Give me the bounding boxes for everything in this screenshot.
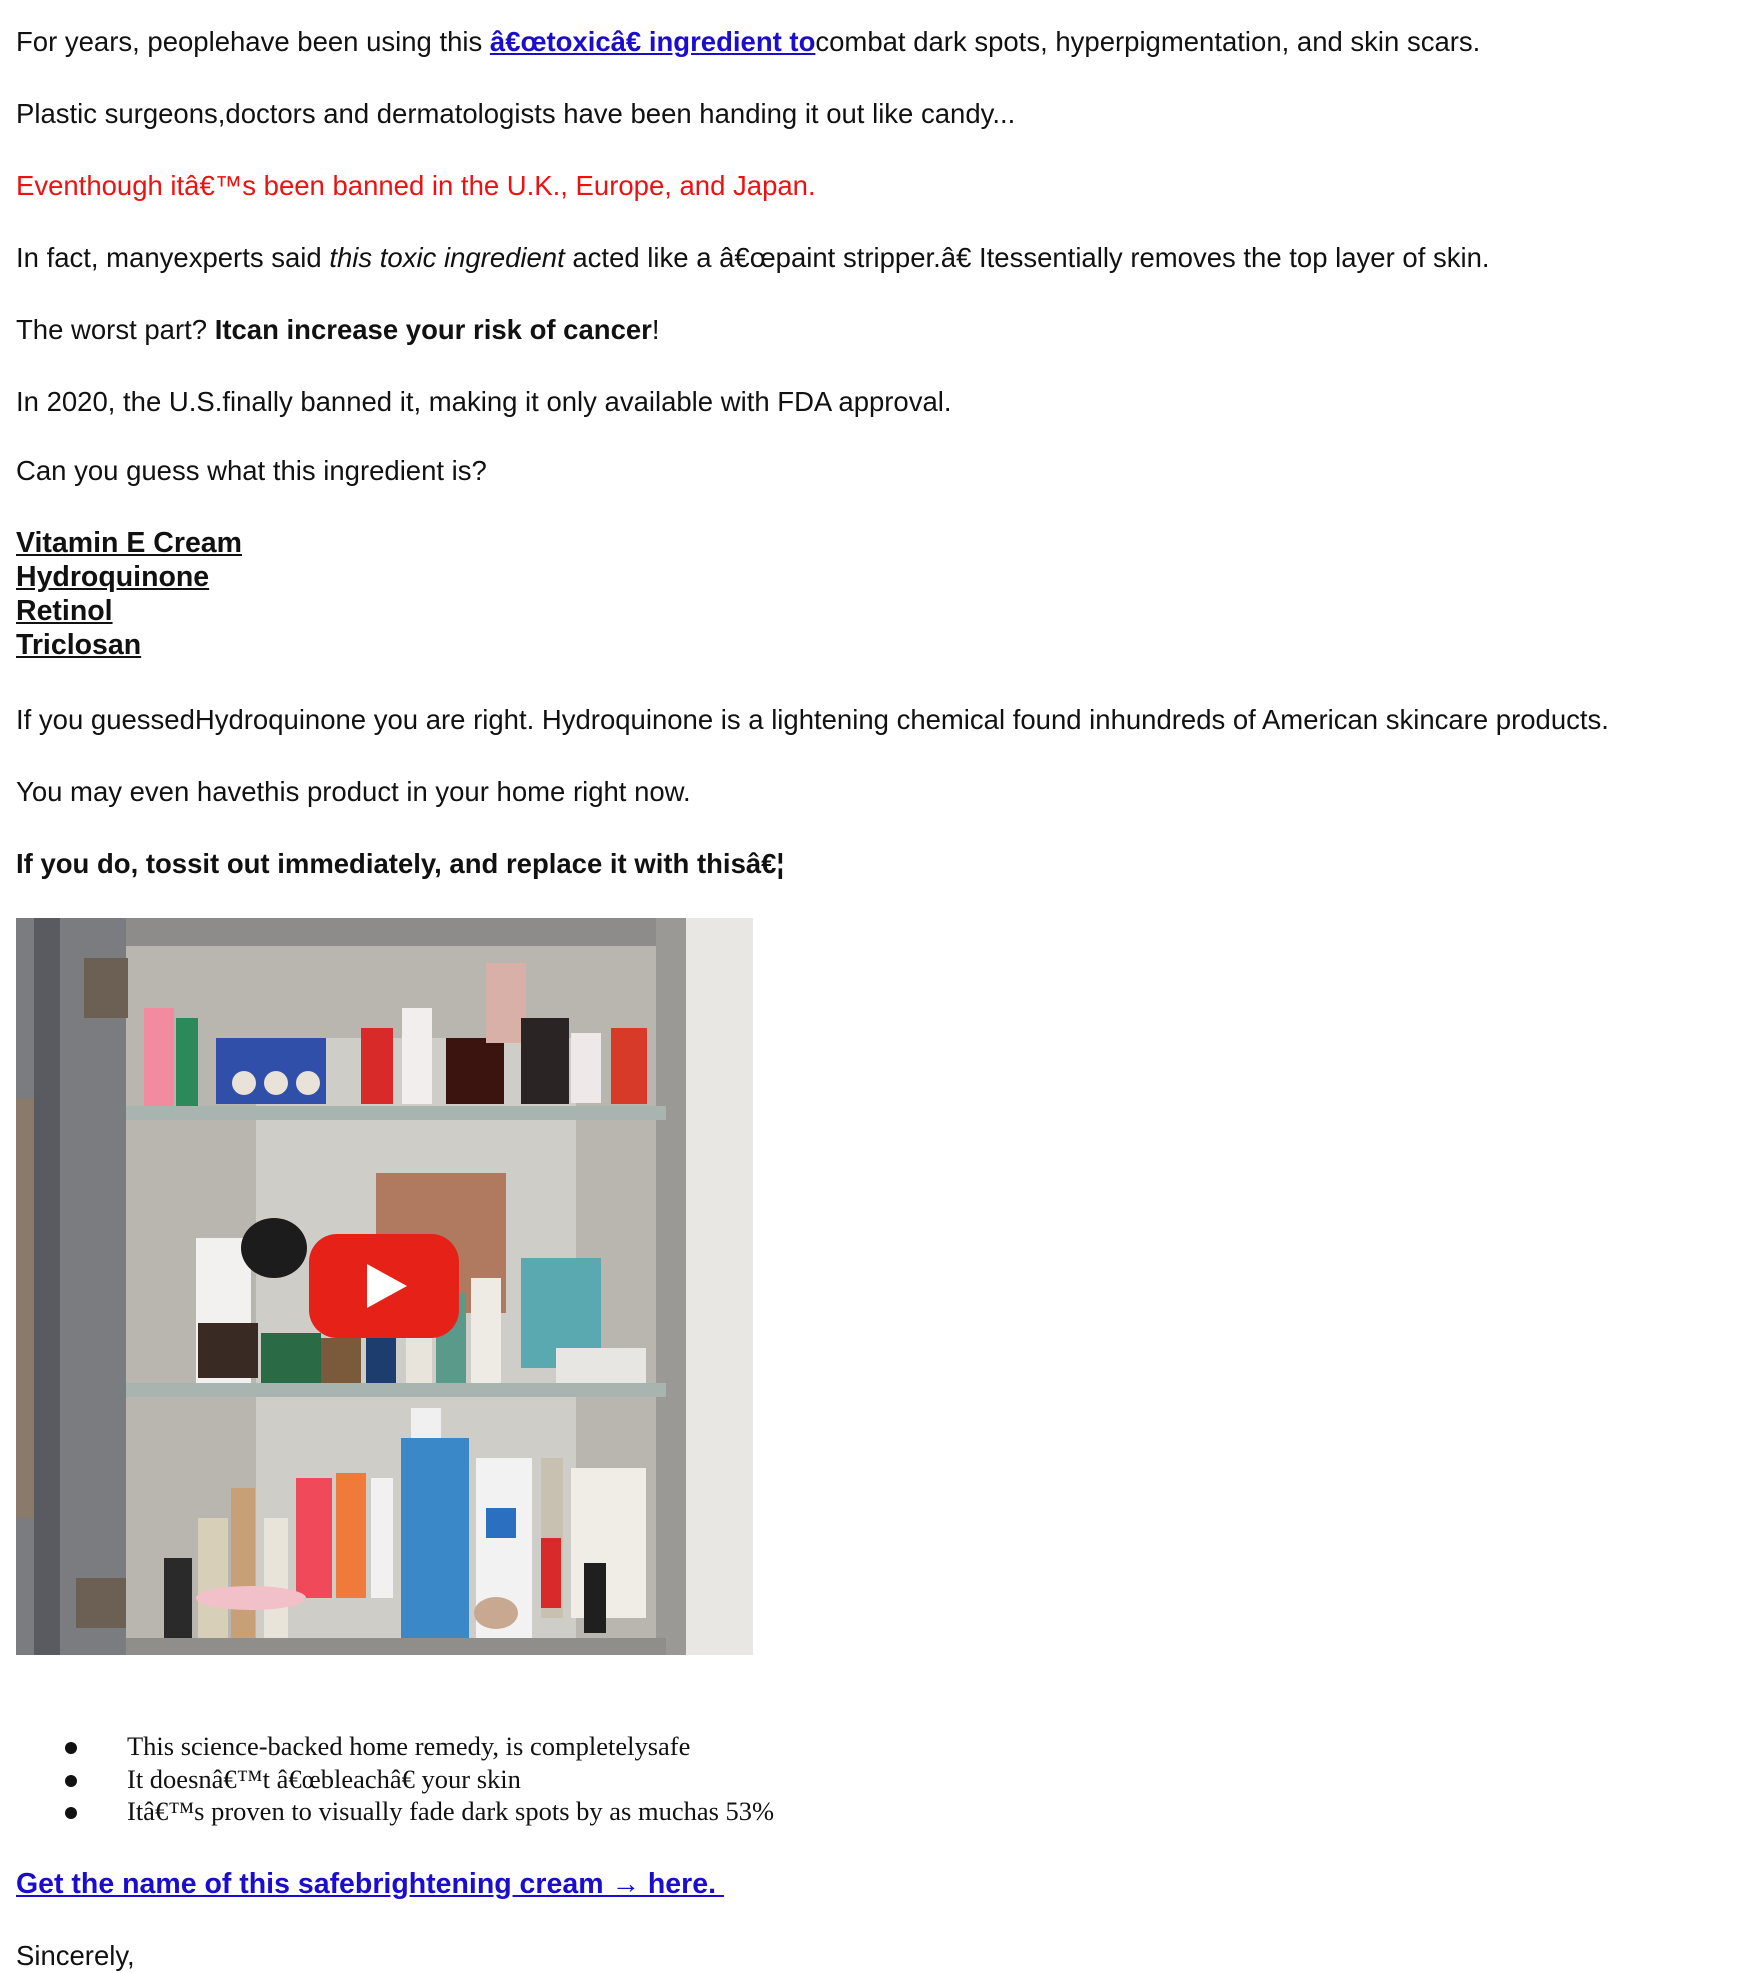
signoff-text: Sincerely, — [16, 1940, 135, 1971]
reveal-paragraph-3: If you do, tossit out immediately, and replace it with thisâ€¦ — [16, 848, 785, 879]
video-play-button[interactable] — [309, 1234, 459, 1338]
intro-paragraph-1 — [16, 25, 1480, 59]
quiz-option-vitamin-e-cream[interactable]: Vitamin E Cream — [16, 527, 242, 559]
toxic-ingredient-link[interactable]: â€œtoxicâ€ ingredient to — [489, 26, 816, 57]
benefit-text: This science-backed home remedy, is completelysafe — [127, 1731, 691, 1761]
quiz-question: Can you guess what this ingredient is? — [16, 455, 487, 486]
paint-stripper-text-before: In fact, manyexperts said — [16, 242, 330, 273]
reveal-paragraph-2: You may even havethis product in your home right now. — [16, 776, 691, 807]
intro-paragraph-5 — [16, 313, 660, 347]
bullet-icon — [65, 1775, 77, 1787]
brightening-cream-link[interactable]: Get the name of this safebrightening cream → here. — [16, 1868, 724, 1900]
video-thumbnail[interactable] — [16, 918, 753, 1655]
quiz-option-hydroquinone[interactable]: Hydroquinone — [16, 561, 210, 593]
cancer-risk-text: Itcan increase your risk of cancer — [214, 314, 652, 345]
intro-paragraph-2: Plastic surgeons,doctors and dermatologists have been handing it out like candy... — [16, 98, 1016, 129]
exclamation-text: ! — [651, 314, 660, 345]
play-button-icon — [309, 1234, 459, 1338]
benefit-text: It doesnâ€™t â€œbleachâ€ your skin — [127, 1763, 521, 1794]
toxic-ingredient-italic: this toxic ingredient — [329, 242, 565, 273]
benefit-text: Itâ€™s proven to visually fade dark spots by as muchas 53% — [127, 1796, 775, 1826]
quiz-option-retinol[interactable]: Retinol — [16, 595, 113, 627]
bullet-icon — [65, 1742, 77, 1754]
paint-stripper-text-after: acted like a â€œpaint stripper.â€ Itessentially removes the top layer of skin. — [564, 242, 1490, 273]
bullet-icon — [65, 1807, 77, 1819]
intro-text-after-link: combat dark spots, hyperpigmentation, and skin scars. — [815, 26, 1481, 57]
intro-text-before-link: For years, peoplehave been using this — [16, 26, 490, 57]
reveal-paragraph-1: If you guessedHydroquinone you are right. Hydroquinone is a lightening chemical found inhundreds of American skincare products. — [16, 704, 1609, 735]
worst-part-text: The worst part? — [16, 314, 215, 345]
intro-paragraph-6: In 2020, the U.S.finally banned it, making it only available with FDA approval. — [16, 386, 952, 417]
intro-paragraph-4 — [16, 241, 1490, 275]
ban-warning-text: Eventhough itâ€™s been banned in the U.K., Europe, and Japan. — [16, 170, 816, 201]
quiz-option-triclosan[interactable]: Triclosan — [16, 629, 142, 661]
